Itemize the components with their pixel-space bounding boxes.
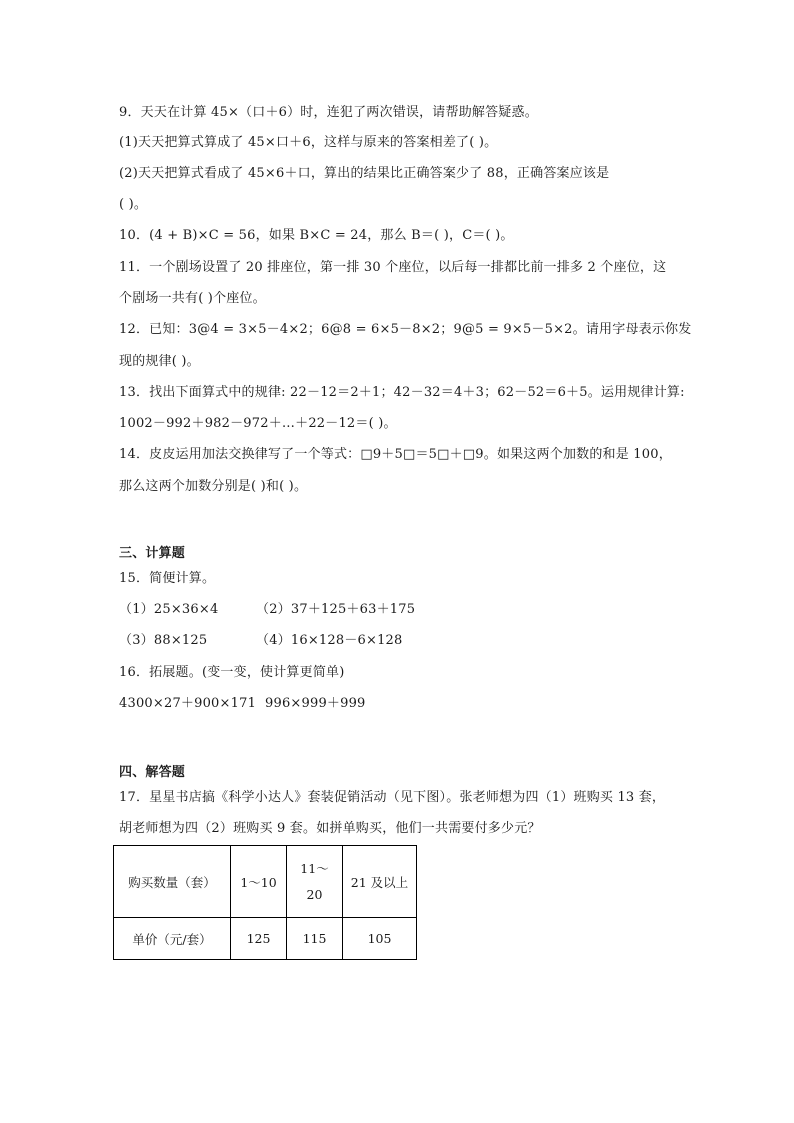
question-12: 12．已知：3@4 = 3×5－4×2；6@8 = 6×5－8×2；9@5 = 9×5－5×2。请用字母表示你发	[119, 322, 692, 337]
table-row	[114, 918, 417, 960]
section-4-heading: 四、解答题	[119, 765, 186, 780]
question-15-item-4: （4）16×128－6×128	[256, 633, 403, 648]
table-header-cell: 购买数量（套）	[114, 846, 231, 918]
question-17: 17．星星书店搞《科学小达人》套装促销活动（见下图）。张老师想为四（1）班购买 13 套，	[119, 790, 666, 805]
table-cell: 105	[343, 918, 417, 960]
table-header-cell	[287, 846, 343, 918]
question-17-cont: 胡老师想为四（2）班购买 9 套。如拼单购买，他们一共需要付多少元？	[119, 821, 541, 836]
question-11-cont: 个剧场一共有( )个座位。	[119, 291, 266, 306]
table-row	[114, 846, 417, 918]
question-16-item-2: 996×999＋999	[265, 696, 366, 711]
table-cell: 115	[287, 918, 343, 960]
question-13: 13．找出下面算式中的规律: 22－12＝2＋1；42－32＝4＋3；62－52＝6＋5。运用规律计算:	[119, 385, 685, 400]
question-11: 11．一个剧场设置了 20 排座位，第一排 30 个座位，以后每一排都比前一排多 2 个座位，这	[119, 260, 667, 275]
question-14: 14．皮皮运用加法交换律写了一个等式：□9＋5□＝5□＋□9。如果这两个加数的和是 100，	[119, 447, 672, 462]
table-cell: 125	[231, 918, 287, 960]
question-15-item-1: （1）25×36×4	[119, 602, 219, 617]
table-header-cell: 21 及以上	[343, 846, 417, 918]
question-10: 10．(4 + B)×C = 56，如果 B×C = 24，那么 B＝( )，C＝( )。	[119, 228, 514, 243]
question-14-cont: 那么这两个加数分别是( )和( )。	[119, 479, 308, 494]
question-9-part-1: (1)天天把算式算成了 45×口＋6，这样与原来的答案相差了( )。	[119, 135, 498, 150]
question-13-cont: 1002－992＋982－972＋…＋22－12＝( )。	[119, 416, 397, 431]
table-cell: 单价（元/套）	[114, 918, 231, 960]
question-12-cont: 现的规律( )。	[119, 354, 200, 369]
price-table	[113, 845, 417, 960]
question-16: 16．拓展题。(变一变，使计算更简单)	[119, 665, 345, 680]
question-16-item-1: 4300×27＋900×171	[119, 696, 257, 711]
question-9: 9．天天在计算 45×（口＋6）时，连犯了两次错误，请帮助解答疑惑。	[119, 105, 538, 120]
question-15: 15．简便计算。	[119, 571, 216, 586]
question-15-item-2: （2）37＋125＋63＋175	[256, 602, 416, 617]
question-9-part-2: (2)天天把算式看成了 45×6＋口，算出的结果比正确答案少了 88，正确答案应该是	[119, 166, 610, 181]
table-header-cell: 1～10	[231, 846, 287, 918]
question-9-part-2-answer: ( )。	[119, 197, 148, 212]
range-2-top: 11～	[300, 860, 329, 876]
section-3-heading: 三、计算题	[119, 546, 186, 561]
question-15-item-3: （3）88×125	[119, 633, 208, 648]
range-2-bottom: 20	[306, 886, 323, 902]
